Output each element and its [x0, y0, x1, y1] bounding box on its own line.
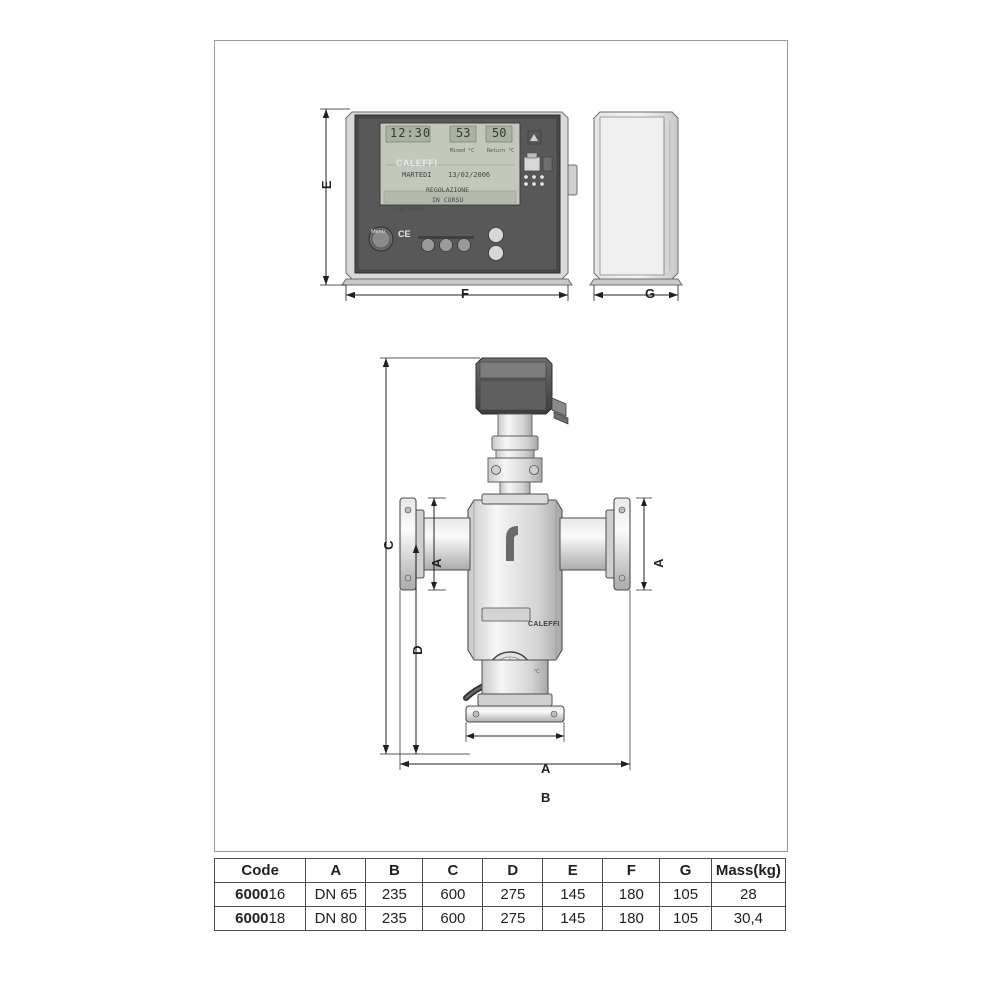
code-suffix: 18 [268, 910, 286, 927]
table-cell: 105 [660, 907, 711, 931]
legionella-label: LEGIOMIX [396, 207, 425, 213]
lcd-mixed-label: Mixed °C [450, 148, 475, 154]
table-header-cell: D [483, 859, 543, 883]
dim-label-D: D [410, 645, 425, 655]
table-cell: 30,4 [711, 907, 785, 931]
table-header-cell: C [423, 859, 483, 883]
dimension-table [214, 858, 786, 931]
dim-label-B: B [541, 790, 551, 805]
table-cell-code [215, 883, 306, 907]
table-header-cell: B [366, 859, 423, 883]
table-cell: 145 [543, 883, 603, 907]
dim-label-A-left: A [429, 558, 444, 568]
code-prefix: 6000 [235, 910, 269, 927]
lcd-return-value: 50 [492, 126, 507, 140]
table-cell: 180 [603, 907, 660, 931]
table-cell: 275 [483, 883, 543, 907]
code-prefix: 6000 [235, 886, 269, 903]
table-cell: 235 [366, 907, 423, 931]
table-header-cell: A [306, 859, 366, 883]
lcd-return-label: Return °C [487, 148, 515, 154]
lcd-status-line1: REGOLAZIONE [426, 186, 470, 194]
table-cell-code [215, 907, 306, 931]
lcd-mixed-value: 53 [456, 126, 471, 140]
valve-assembly-view [370, 350, 660, 810]
ce-mark: CE [398, 229, 411, 239]
valve-body-brand: CALEFFI [528, 621, 560, 628]
dim-label-G: G [645, 286, 656, 301]
table-cell: 105 [660, 883, 711, 907]
table-cell: 275 [483, 907, 543, 931]
gauge-unit-label: °C [534, 669, 540, 675]
table-cell: DN 65 [306, 883, 366, 907]
table-header-cell: E [543, 859, 603, 883]
table-cell: 145 [543, 907, 603, 931]
table-header-cell: G [660, 859, 711, 883]
table-header-row [215, 859, 786, 883]
menu-button-label: Menu [371, 229, 385, 235]
table-cell: 235 [366, 883, 423, 907]
lcd-date: 13/02/2006 [448, 171, 491, 179]
lcd-status-line2: IN CORSO [432, 196, 464, 204]
table-cell: 28 [711, 883, 785, 907]
table-header-cell: F [603, 859, 660, 883]
table-header-cell: Mass(kg) [711, 859, 785, 883]
dim-label-A-right: A [651, 558, 666, 568]
controller-views [300, 95, 720, 310]
table-cell: 600 [423, 883, 483, 907]
controller-brand: CALEFFI [396, 158, 438, 168]
dim-label-F: F [461, 286, 470, 301]
dim-label-A-bottom: A [541, 761, 551, 776]
table-cell: 600 [423, 907, 483, 931]
lcd-day: MARTEDI [402, 171, 432, 179]
table-row [215, 883, 786, 907]
table-header-cell: Code [215, 859, 306, 883]
lcd-clock: 12:30 [390, 126, 432, 140]
table-cell: DN 80 [306, 907, 366, 931]
table-cell: 180 [603, 883, 660, 907]
table-row [215, 907, 786, 931]
code-suffix: 16 [268, 886, 286, 903]
dim-label-C: C [381, 540, 396, 550]
dim-label-E: E [319, 180, 334, 190]
